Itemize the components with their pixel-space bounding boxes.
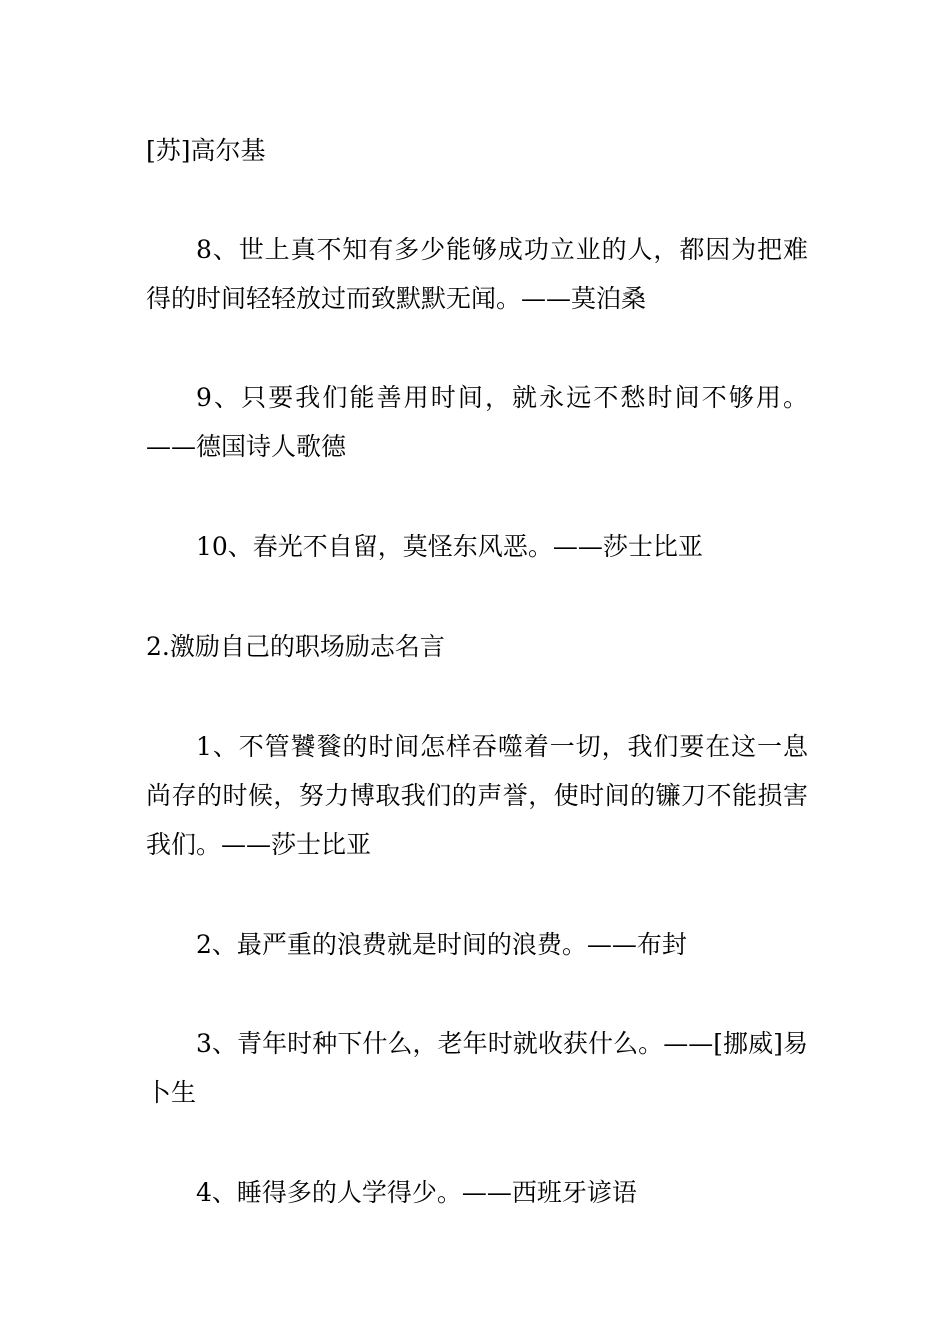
quote-2: 2、最严重的浪费就是时间的浪费。——布封 <box>196 930 687 959</box>
quote-4: 4、睡得多的人学得少。——西班牙谚语 <box>196 1178 637 1207</box>
quote-8: 8、世上真不知有多少能够成功立业的人，都因为把难得的时间轻轻放过而致默默无闻。——莫泊桑 <box>146 235 808 313</box>
quote-9: 9、只要我们能善用时间，就永远不愁时间不够用。——德国诗人歌德 <box>146 383 808 461</box>
author-line: [苏]高尔基 <box>146 136 266 165</box>
section-heading: 2.激励自己的职场励志名言 <box>146 632 445 661</box>
quote-1: 1、不管饕餮的时间怎样吞噬着一切，我们要在这一息尚存的时候，努力博取我们的声誉，使时间的镰刀不能损害我们。——莎士比亚 <box>146 732 808 859</box>
quote-3: 3、青年时种下什么，老年时就收获什么。——[挪威]易卜生 <box>146 1029 808 1107</box>
quote-10: 10、春光不自留，莫怪东风恶。——莎士比亚 <box>196 532 703 561</box>
